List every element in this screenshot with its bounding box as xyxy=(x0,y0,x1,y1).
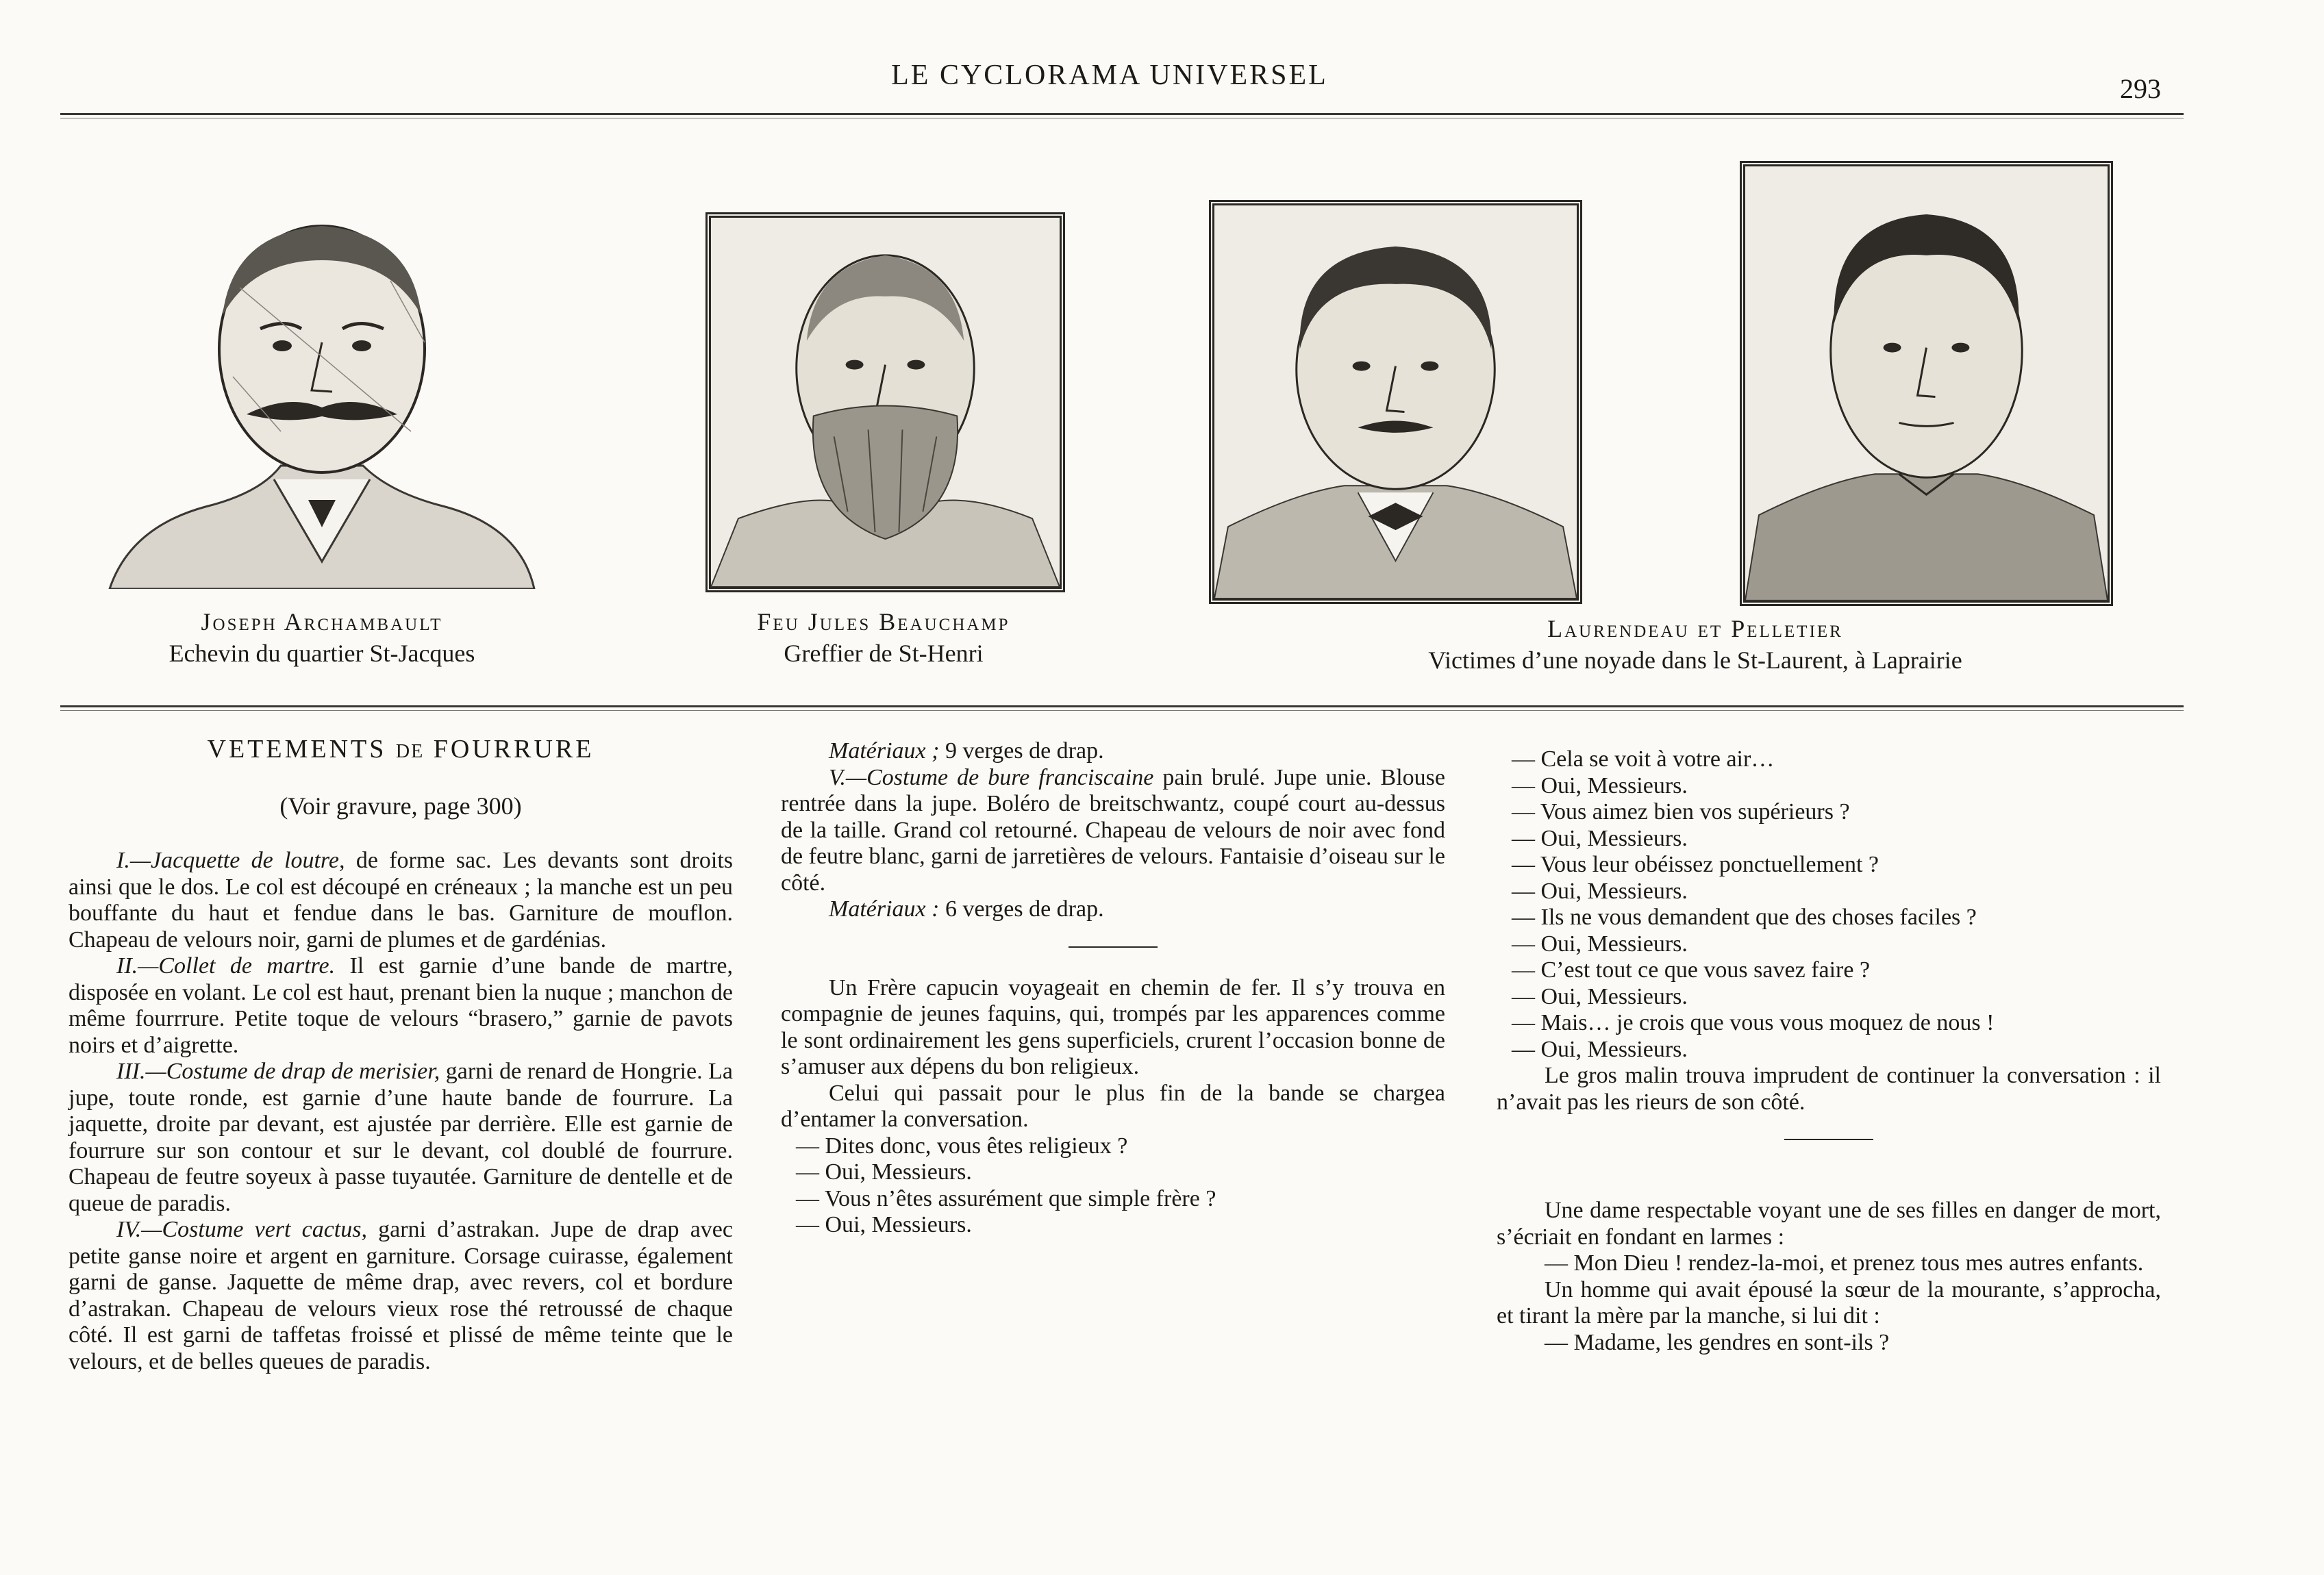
caption-name: Feu Jules Beauchamp xyxy=(757,608,1010,635)
anecdote-2-p3: Un homme qui avait épousé la sœur de la mourante, s’approcha, et tirant la mère par la manche, si lui dit : xyxy=(1497,1276,2161,1328)
anecdote-intro-2: Celui qui passait pour le plus fin de la bande se chargea d’entamer la conversation. xyxy=(781,1080,1445,1132)
portrait-pelletier xyxy=(1740,161,2113,606)
dialogue-line: — C’est tout ce que vous savez faire ? xyxy=(1512,957,1871,983)
column-1 xyxy=(68,736,733,1375)
column-2 xyxy=(781,738,1445,1239)
dialogue-line: — Oui, Messieurs. xyxy=(796,1159,972,1185)
dialogue-line: — Mais… je crois que vous vous moquez de nous ! xyxy=(1512,1010,1995,1035)
dialogue-line: — Oui, Messieurs. xyxy=(1512,983,1688,1009)
item-materials-2: Matériaux : 6 verges de drap. xyxy=(829,896,1104,922)
dialogue-line: — Vous aimez bien vos supérieurs ? xyxy=(1512,799,1850,824)
running-title: LE CYCLORAMA UNIVERSEL xyxy=(891,60,1328,91)
page-number: 293 xyxy=(2120,73,2161,104)
item-materials-1: Matériaux ; 9 verges de drap. xyxy=(829,738,1104,764)
caption-archambault xyxy=(75,606,568,669)
dialogue-line: — Ils ne vous demandent que des choses faciles ? xyxy=(1512,905,1977,930)
separator-rule xyxy=(1784,1139,1873,1140)
anecdote-conclusion: Le gros malin trouva imprudent de continuer la conversation : il n’avait pas les rieurs de son côté. xyxy=(1497,1063,2161,1115)
dialogue-line: — Oui, Messieurs. xyxy=(796,1212,972,1237)
portrait-engraving-icon xyxy=(103,205,541,589)
dialogue-line: — Dites donc, vous êtes religieux ? xyxy=(796,1133,1128,1159)
caption-beauchamp xyxy=(644,606,1123,669)
section-rule xyxy=(60,705,2184,711)
item-1: I.—Jacquette de loutre, de forme sac. Les devants sont droits ainsi que le dos. Le col est découpé en créneaux ; la manche est un peu bouffante du haut et fendue dans le bas. Garniture de mouflon. Chapeau de velours noir, garni de plumes et de gardénias. xyxy=(68,848,733,953)
dialogue-line: — Vous n’êtes assurément que simple frère ? xyxy=(796,1185,1216,1211)
anecdote-2-p4: — Madame, les gendres en sont-ils ? xyxy=(1545,1329,1890,1355)
dialogue-line: — Oui, Messieurs. xyxy=(1512,931,1688,957)
item-2: II.—Collet de martre. Il est garnie d’une bande de martre, disposée en volant. Le col est haut, prenant bien la nuque ; manchon de même fourrrure. Petite toque de velours “brasero,” garnie de pavots noirs et d’aigrette. xyxy=(68,953,733,1058)
anecdote-2-p2: — Mon Dieu ! rendez-la-moi, et prenez tous mes autres enfants. xyxy=(1545,1250,2144,1276)
caption-name: Laurendeau et Pelletier xyxy=(1547,615,1843,642)
anecdote-intro: Un Frère capucin voyageait en chemin de fer. Il s’y trouva en compagnie de jeunes faquins, qui, trompés par les apparences comme le sont ordinairement les gens superficiels, crurent l’occasion bonne de s’amuser aux dépens du bon religieux. xyxy=(781,974,1445,1079)
article-title: VETEMENTS DE FOURRURE xyxy=(207,735,595,764)
column-3 xyxy=(1497,746,2161,1356)
caption-name: Joseph Archambault xyxy=(201,608,443,635)
caption-role: Victimes d’une noyade dans le St-Laurent, à Laprairie xyxy=(1428,646,1962,674)
dialogue-line: — Cela se voit à votre air… xyxy=(1512,746,1775,772)
portrait-archambault xyxy=(103,205,541,589)
caption-role: Greffier de St-Henri xyxy=(784,640,984,667)
portrait-engraving-icon xyxy=(1745,166,2108,601)
anecdote-2-p1: Une dame respectable voyant une de ses filles en danger de mort, s’écriait en fondant en larmes : xyxy=(1497,1198,2161,1250)
portrait-laurendeau xyxy=(1209,200,1582,604)
portrait-beauchamp xyxy=(705,212,1065,592)
item-3: III.—Costume de drap de merisier, garni de renard de Hongrie. La jupe, toute ronde, est garnie d’une haute bande de fourrure. La jaquette, droite par devant, est ajustée par derrière. Elle est garnie de fourrure sur son contour et sur le devant, col doublé de fourrure. Chapeau de feutre soyeux à passe tuyautée. Garniture de dentelle et de queue de paradis. xyxy=(68,1059,734,1216)
item-5: V.—Costume de bure franciscaine pain brulé. Jupe unie. Blouse rentrée dans la jupe. Boléro de breitschwantz, coupé court au-dessus de la taille. Grand col retourné. Chapeau de velours de noir avec fond de feutre blanc, garni de jarretières de velours. Fantaisie d’oiseau sur le côté. xyxy=(781,764,1446,896)
caption-laurendeau-pelletier xyxy=(1267,613,2123,676)
header-rule xyxy=(60,113,2184,118)
dialogue-line: — Oui, Messieurs. xyxy=(1512,772,1688,798)
portrait-engraving-icon xyxy=(711,218,1060,587)
portrait-engraving-icon xyxy=(1214,205,1577,598)
dialogue-line: — Oui, Messieurs. xyxy=(1512,1036,1688,1062)
caption-role: Echevin du quartier St-Jacques xyxy=(168,640,475,667)
item-4: IV.—Costume vert cactus, garni d’astrakan. Jupe de drap avec petite ganse noire et argent en garniture. Corsage cuirasse, également garni de ganse. Jaquette de même drap, avec revers, col et bordure d’astrakan. Chapeau de velours vieux rose thé retroussé de chaque côté. Il est garni de taffetas froissé et plissé de même teinte que le velours, et de belles queues de paradis. xyxy=(68,1217,733,1374)
separator-rule xyxy=(1069,946,1158,948)
article-subtitle: (Voir gravure, page 300) xyxy=(279,792,522,820)
dialogue-line: — Oui, Messieurs. xyxy=(1512,878,1688,904)
dialogue-line: — Oui, Messieurs. xyxy=(1512,825,1688,851)
dialogue-line: — Vous leur obéissez ponctuellement ? xyxy=(1512,852,1879,877)
